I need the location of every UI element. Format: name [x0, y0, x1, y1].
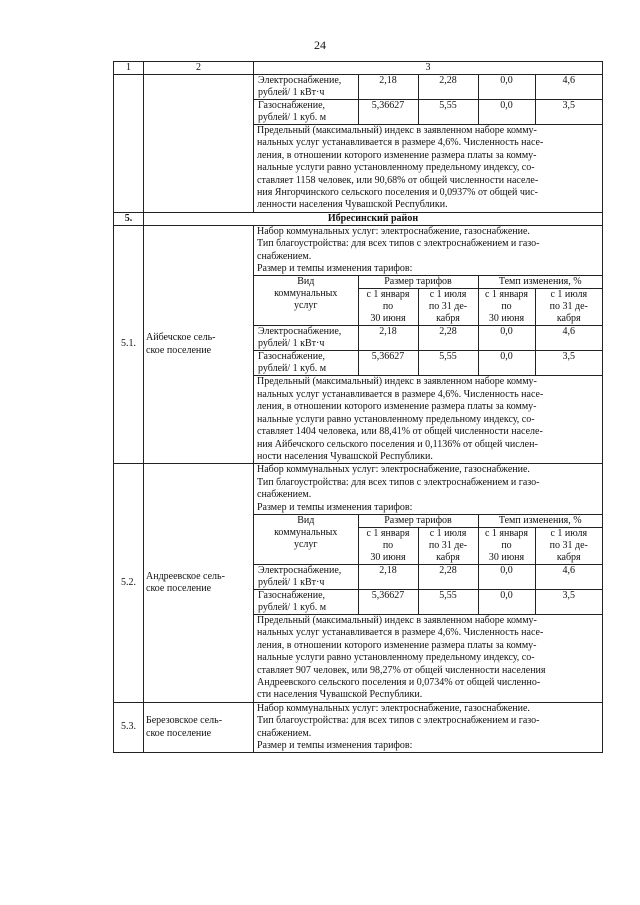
continued-settlement-row [114, 75, 603, 213]
tariff-table [113, 61, 603, 753]
col-3-header: 3 [254, 62, 603, 75]
settlement-name: Березовское сель- ское поселение [144, 702, 254, 753]
settlement-row-5-1 [114, 225, 603, 463]
index-note: Предельный (максимальный) индекс в заявленном наборе комму- нальных услуг устанавливается в размере 4,6%. Численность насе- ления, в отношении которого изменение размера платы за комму- нальные услуги равно установленному предельному индексу, со- ставляет 1158 человек, или 90,68% от общей численности населе- ния Янгорчинского сельского поселения и 0,0937% от общей чис- ленности населения Чувашской Республики. [257, 125, 544, 211]
column-number-row [114, 62, 603, 75]
services-intro: Набор коммунальных услуг: электроснабжение, газоснабжение. Тип благоустройства: для всех типов с электроснабжением и газо- снабжением. Размер и темпы изменения тарифов: [257, 702, 540, 751]
index-note: Предельный (максимальный) индекс в заявленном наборе комму- нальных услуг устанавливается в размере 4,6%. Численность насе- ления, в отношении которого изменение размера платы за комму- нальные услуги равно установленному предельному индексу, со- ставляет 907 человек, или 98,27% от общей численности населения Андреевского сельского поселения и 0,0734% от общей численно- сти населения Чувашской Республики. [257, 614, 546, 701]
settlement-number: 5.3. [114, 702, 144, 753]
services-intro: Набор коммунальных услуг: электроснабжение, газоснабжение. Тип благоустройства: для всех типов с электроснабжением и газо- снабжением. Размер и темпы изменения тарифов: [257, 225, 540, 275]
settlement-row-5-2 [114, 464, 603, 702]
col-2-header: 2 [144, 62, 254, 75]
table-row: Газоснабжение, рублей/ 1 куб. м 5,36627 5,55 0,0 3,5 [254, 589, 602, 614]
tariff-values-table [254, 514, 602, 615]
settlement-number: 5.2. [114, 464, 144, 702]
table-row: Электроснабжение, рублей/ 1 кВт·ч 2,18 2,28 0,0 4,6 [254, 326, 602, 351]
index-note: Предельный (максимальный) индекс в заявленном наборе комму- нальных услуг устанавливается в размере 4,6%. Численность насе- ления, в отношении которого изменение размера платы за комму- нальные услуги равно установленному предельному индексу, со- ставляет 1404 человека, или 88,41% от общей численности населе- ния Айбечского сельского поселения и 0,1136% от общей числен- ности населения Чувашской Республики. [257, 376, 544, 462]
settlement-row-5-3 [114, 702, 603, 753]
table-row: Газоснабжение, рублей/ 1 куб. м 5,36627 5,55 0,0 3,5 [254, 100, 602, 125]
district-number: 5. [114, 212, 144, 225]
table-header-row: Вид коммунальных услуг Размер тарифов Темп изменения, % [254, 514, 602, 527]
settlement-name: Айбечское сель- ское поселение [144, 225, 254, 463]
page-number: 24 [314, 38, 326, 52]
tariff-values-table [254, 75, 602, 125]
col-1-header: 1 [114, 62, 144, 75]
settlement-name: Андреевское сель- ское поселение [144, 464, 254, 702]
table-row: Газоснабжение, рублей/ 1 куб. м 5,36627 5,55 0,0 3,5 [254, 351, 602, 376]
settlement-number: 5.1. [114, 225, 144, 463]
table-header-row: Вид коммунальных услуг Размер тарифов Темп изменения, % [254, 276, 602, 289]
district-title: Ибресинский район [144, 212, 603, 225]
district-header-row [114, 212, 603, 225]
table-row: Электроснабжение, рублей/ 1 кВт·ч 2,18 2,28 0,0 4,6 [254, 75, 602, 100]
table-row: Электроснабжение, рублей/ 1 кВт·ч 2,18 2,28 0,0 4,6 [254, 564, 602, 589]
tariff-values-table [254, 275, 602, 376]
services-intro: Набор коммунальных услуг: электроснабжение, газоснабжение. Тип благоустройства: для всех типов с электроснабжением и газо- снабжением. Размер и темпы изменения тарифов: [257, 464, 540, 513]
table-header-row: с 1 января по 30 июня с 1 июля по 31 де- кабря с 1 января по 30 июня с 1 июля по 31 де- кабря [254, 289, 602, 326]
table-header-row: с 1 января по 30 июня с 1 июля по 31 де- кабря с 1 января по 30 июня с 1 июля по 31 де- кабря [254, 527, 602, 564]
